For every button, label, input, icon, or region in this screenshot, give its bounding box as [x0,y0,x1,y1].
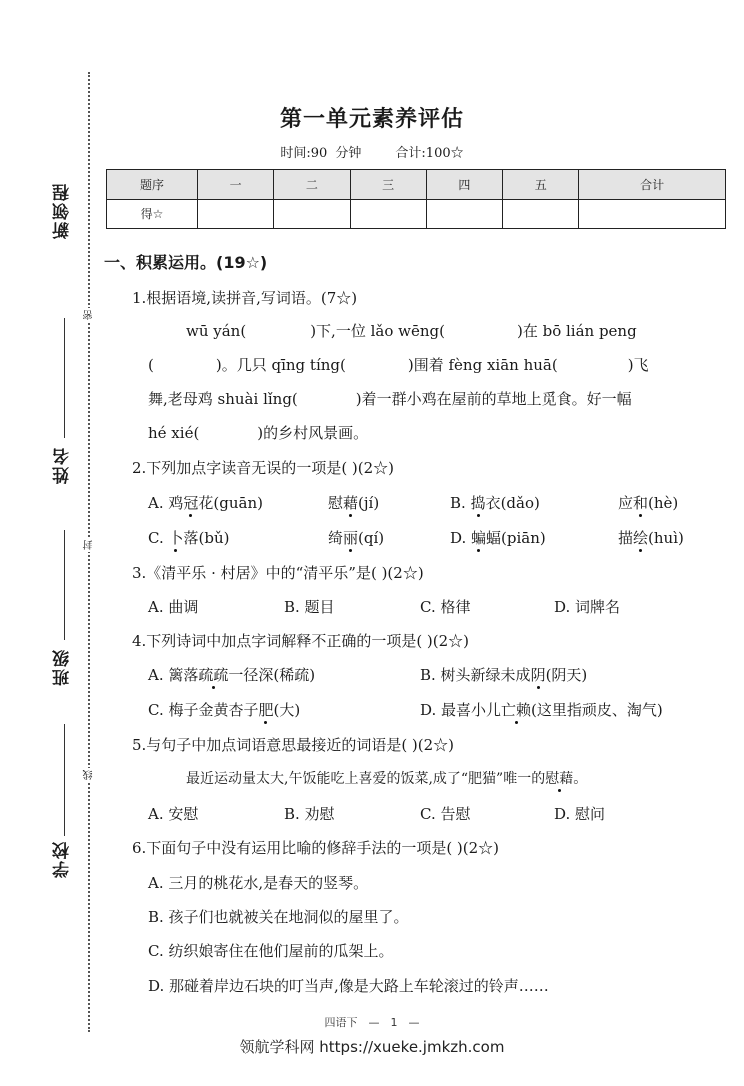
option-text: D. 最喜小儿 [420,701,502,719]
score-table [106,169,726,229]
q1-text: hé xié( [148,424,200,442]
q6-option-a[interactable]: A. 三月的桃花水,是春天的竖琴。 [148,874,369,892]
dotted-char: 卜 [168,529,184,547]
school-field-line [64,724,65,836]
option-text: B. [450,494,471,512]
dotted-char: 藉 [343,494,359,512]
q2-stem: 2.下列加点字读音无误的一项是( )(2☆) [132,459,395,477]
q2-option-c[interactable] [148,527,229,548]
option-text: 蝠(piān) [486,529,546,547]
total-score: 合计:100☆ [395,146,464,161]
name-field-line [64,318,65,438]
q1-text: ( [148,356,154,374]
q3-stem: 3.《清平乐 · 村居》中的“清平乐”是( )(2☆) [132,564,424,582]
q1-text: )着一群小鸡在屋前的草地上觅食。好一幅 [355,390,632,408]
q5-stem: 5.与句子中加点词语意思最接近的词语是( )(2☆) [132,736,455,754]
q3-option-a[interactable]: A. 曲调 [148,598,199,616]
option-text: (qí) [358,529,385,547]
score-cell[interactable] [350,199,426,229]
option-text: (大) [273,701,301,719]
dotted-char: 疏疏 [198,666,229,684]
score-cell[interactable] [579,199,726,229]
option-text: A. 鸡 [148,494,184,512]
q1-stem: 1.根据语境,读拼音,写词语。(7☆) [132,289,358,307]
q1-text: 舞,老母鸡 shuài lǐng( [148,390,298,408]
score-table-header-row [107,170,726,200]
option-text: (huì) [648,529,684,547]
page-footer: 四语下 — 1 — [324,1016,420,1029]
row-label-score: 得☆ [107,199,198,229]
option-text: C. [148,529,169,547]
school-label: 学校 [53,840,73,878]
seal-xian: 线 [84,770,95,780]
q6-option-c[interactable]: C. 纺织娘寄住在他们屋前的瓜架上。 [148,942,394,960]
score-cell[interactable] [426,199,502,229]
column-header: 二 [274,170,350,200]
q1-text: )下,一位 lǎo wēng( [310,322,445,340]
q1-line-2 [148,354,649,375]
time-limit: 时间:90 分钟 [280,146,362,161]
score-cell[interactable] [198,199,274,229]
option-text: (阴天) [545,666,588,684]
dotted-char: 绘 [633,529,649,547]
option-text: 衣(dǎo) [485,494,540,512]
q1-line-1 [186,320,637,341]
q1-line-3 [148,388,632,409]
dotted-char: 慰藉 [545,771,574,787]
q5-option-c[interactable]: C. 告慰 [420,805,471,823]
exam-meta [0,142,744,161]
q4-option-a[interactable] [148,664,315,685]
column-header: 五 [503,170,579,200]
watermark-text: 领航学科网 https://xueke.jmkzh.com [239,1038,505,1056]
seal-feng: 封 [84,540,95,550]
option-text: B. 树头新绿未成 [420,666,531,684]
q1-line-4 [148,422,368,443]
score-table-score-row [107,199,726,229]
option-text: D. [450,529,472,547]
column-header: 三 [350,170,426,200]
q5-option-b[interactable]: B. 劝慰 [284,805,335,823]
section-heading: 一、积累运用。(19☆) [104,253,268,272]
option-text: 一径深(稀疏) [228,666,316,684]
name-label: 姓名 [53,446,73,484]
q5-sentence [186,768,587,788]
option-text: A. 篱落 [148,666,199,684]
page-title: 第一单元素养评估 [279,106,464,132]
q3-option-c[interactable]: C. 格律 [420,598,471,616]
q2-option-d-2 [618,527,684,548]
publisher-label: 新领程 [53,182,73,239]
option-text: (这里指顽皮、淘气) [531,701,663,719]
sentence-text: 。 [573,771,588,787]
class-field-line [64,530,65,640]
q2-option-d[interactable] [450,527,546,548]
q1-text: )。几只 qīng tíng( [215,356,346,374]
q6-option-d[interactable]: D. 那碰着岸边石块的叮当声,像是大路上车轮滚过的铃声…… [148,977,549,995]
option-text: 应 [618,494,634,512]
option-text: (jí) [358,494,380,512]
option-text: C. 梅子金黄杏子 [148,701,259,719]
q6-stem: 6.下面句子中没有运用比喻的修辞手法的一项是( )(2☆) [132,839,500,857]
dotted-char: 阴 [530,666,546,684]
column-header: 合计 [579,170,726,200]
q4-option-b[interactable] [420,664,587,685]
q5-option-a[interactable]: A. 安慰 [148,805,199,823]
dotted-char: 捣 [470,494,486,512]
dotted-char: 冠 [183,494,199,512]
column-header: 一 [198,170,274,200]
dotted-char: 蝙 [471,529,487,547]
q4-stem: 4.下列诗词中加点字词解释不正确的一项是( )(2☆) [132,632,470,650]
score-cell[interactable] [274,199,350,229]
binding-dotted-line [88,72,90,1032]
option-text: (hè) [648,494,679,512]
class-label: 班级 [53,648,73,686]
q1-text: )飞 [627,356,649,374]
option-text: 慰 [328,494,344,512]
option-text: 落(bǔ) [183,529,230,547]
option-text: 花(guān) [198,494,263,512]
q3-option-d[interactable]: D. 词牌名 [554,598,621,616]
dotted-char: 亡赖 [501,701,532,719]
option-text: 绮 [328,529,344,547]
sentence-text: 最近运动量太大,午饭能吃上喜爱的饭菜,成了“肥猫”唯一的 [186,771,546,787]
q4-option-d[interactable] [420,699,663,720]
score-cell[interactable] [503,199,579,229]
q1-text: )在 bō lián peng [516,322,637,340]
q2-option-c-2 [328,527,384,548]
dotted-char: 和 [633,494,649,512]
binding-margin [0,0,100,1086]
q4-option-c[interactable] [148,699,300,720]
seal-mi: 密 [84,310,95,320]
q2-option-a[interactable] [148,492,263,513]
q5-option-d[interactable]: D. 慰问 [554,805,606,823]
q1-text: wū yán( [186,322,247,340]
q2-option-b-2 [618,492,678,513]
q2-option-a-2 [328,492,379,513]
q1-text: )的乡村风景画。 [257,424,369,442]
option-text: 描 [618,529,634,547]
column-header: 四 [426,170,502,200]
row-label-question: 题序 [107,170,198,200]
dotted-char: 肥 [258,701,274,719]
dotted-char: 丽 [343,529,359,547]
q3-option-b[interactable]: B. 题目 [284,598,335,616]
q6-option-b[interactable]: B. 孩子们也就被关在地洞似的屋里了。 [148,908,409,926]
q1-text: )围着 fèng xiān huā( [407,356,558,374]
q2-option-b[interactable] [450,492,540,513]
